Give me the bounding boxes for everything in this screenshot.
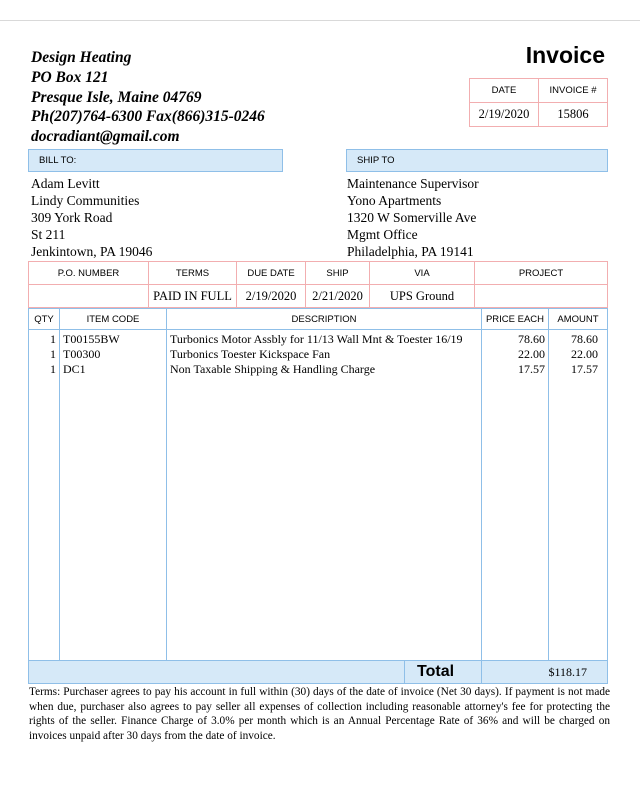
table-cell-description: Non Taxable Shipping & Handling Charge (170, 362, 376, 376)
invoice-number: 15806 (538, 102, 608, 127)
top-divider (0, 20, 640, 21)
seller-block (31, 48, 265, 147)
bill-to-line: Jenkintown, PA 19046 (31, 244, 153, 259)
via-header: VIA (369, 261, 475, 285)
seller-phone-fax: Ph(207)764-6300 Fax(866)315-0246 (31, 108, 265, 126)
ship-to-line: Maintenance Supervisor (347, 176, 479, 191)
payment-terms-text: Terms: Purchaser agrees to pay his account in full within (30) days of the date of invoice (Net 30 days). If payment is not made when due, purchaser also agrees to pay seller all expenses of collection including reasonable attorney's fee for protecting the rights of the seller. Finance Charge of 3.0% per month which is an Annual Percentage Rate of 36% and will be charged on invoices unpaid after 30 days from the date of invoice. (29, 686, 610, 742)
via-value: UPS Ground (369, 284, 475, 308)
amount-values (548, 332, 598, 377)
table-cell-item-code: T00300 (63, 347, 101, 361)
seller-address-line-2: Presque Isle, Maine 04769 (31, 88, 202, 106)
amount-column (548, 329, 608, 661)
table-cell-description: Turbonics Motor Assbly for 11/13 Wall Mnt & Toester 16/19 (170, 332, 463, 346)
total-spacer (28, 660, 405, 684)
project-header: PROJECT (474, 261, 608, 285)
invoice-number-header: INVOICE # (538, 78, 608, 103)
table-cell-item-code: T00155BW (63, 332, 120, 346)
qty-column (28, 329, 60, 661)
due-date-value: 2/19/2020 (236, 284, 306, 308)
table-cell-amount: 22.00 (571, 347, 598, 361)
bill-to-line: Adam Levitt (31, 176, 100, 191)
ship-to-line: Mgmt Office (347, 227, 418, 242)
table-cell-price: 78.60 (518, 332, 545, 346)
table-cell-qty: 1 (50, 332, 56, 346)
seller-email: docradiant@gmail.com (31, 128, 180, 146)
po-number-value (28, 284, 149, 308)
description-header: DESCRIPTION (166, 308, 482, 330)
total-value: $118.17 (481, 660, 608, 684)
item-code-values (63, 332, 163, 377)
table-cell-price: 22.00 (518, 347, 545, 361)
ship-to-header: SHIP TO (346, 149, 608, 172)
amount-header: AMOUNT (548, 308, 608, 330)
invoice-title: Invoice (525, 42, 605, 68)
item-code-column (59, 329, 167, 661)
due-date-header: DUE DATE (236, 261, 306, 285)
table-cell-qty: 1 (50, 347, 56, 361)
table-cell-qty: 1 (50, 362, 56, 376)
price-each-header: PRICE EACH (481, 308, 549, 330)
table-cell-description: Turbonics Toester Kickspace Fan (170, 347, 331, 361)
bill-to-header: BILL TO: (28, 149, 283, 172)
ship-to-line: Yono Apartments (347, 193, 442, 208)
project-value (474, 284, 608, 308)
table-cell-price: 17.57 (518, 362, 545, 376)
description-column (166, 329, 482, 661)
qty-values (28, 332, 56, 377)
ship-to-line: Philadelphia, PA 19141 (347, 244, 474, 259)
item-code-header: ITEM CODE (59, 308, 167, 330)
description-values (170, 332, 480, 377)
ship-date-value: 2/21/2020 (305, 284, 370, 308)
seller-name: Design Heating (31, 49, 132, 66)
bill-to-line: Lindy Communities (31, 193, 140, 208)
total-label: Total (404, 660, 482, 684)
table-cell-item-code: DC1 (63, 362, 86, 376)
terms-value: PAID IN FULL (148, 284, 237, 308)
terms-header: TERMS (148, 261, 237, 285)
seller-address-line-1: PO Box 121 (31, 68, 109, 86)
bill-to-line: St 211 (31, 227, 66, 242)
ship-header: SHIP (305, 261, 370, 285)
po-number-header: P.O. NUMBER (28, 261, 149, 285)
bill-to-address (31, 175, 152, 260)
qty-header: QTY (28, 308, 60, 330)
invoice-date: 2/19/2020 (469, 102, 539, 127)
table-cell-amount: 17.57 (571, 362, 598, 376)
table-cell-amount: 78.60 (571, 332, 598, 346)
ship-to-line: 1320 W Somerville Ave (347, 210, 477, 225)
date-header: DATE (469, 78, 539, 103)
price-each-values (481, 332, 545, 377)
bill-to-line: 309 York Road (31, 210, 113, 225)
ship-to-address (347, 175, 479, 260)
price-each-column (481, 329, 549, 661)
